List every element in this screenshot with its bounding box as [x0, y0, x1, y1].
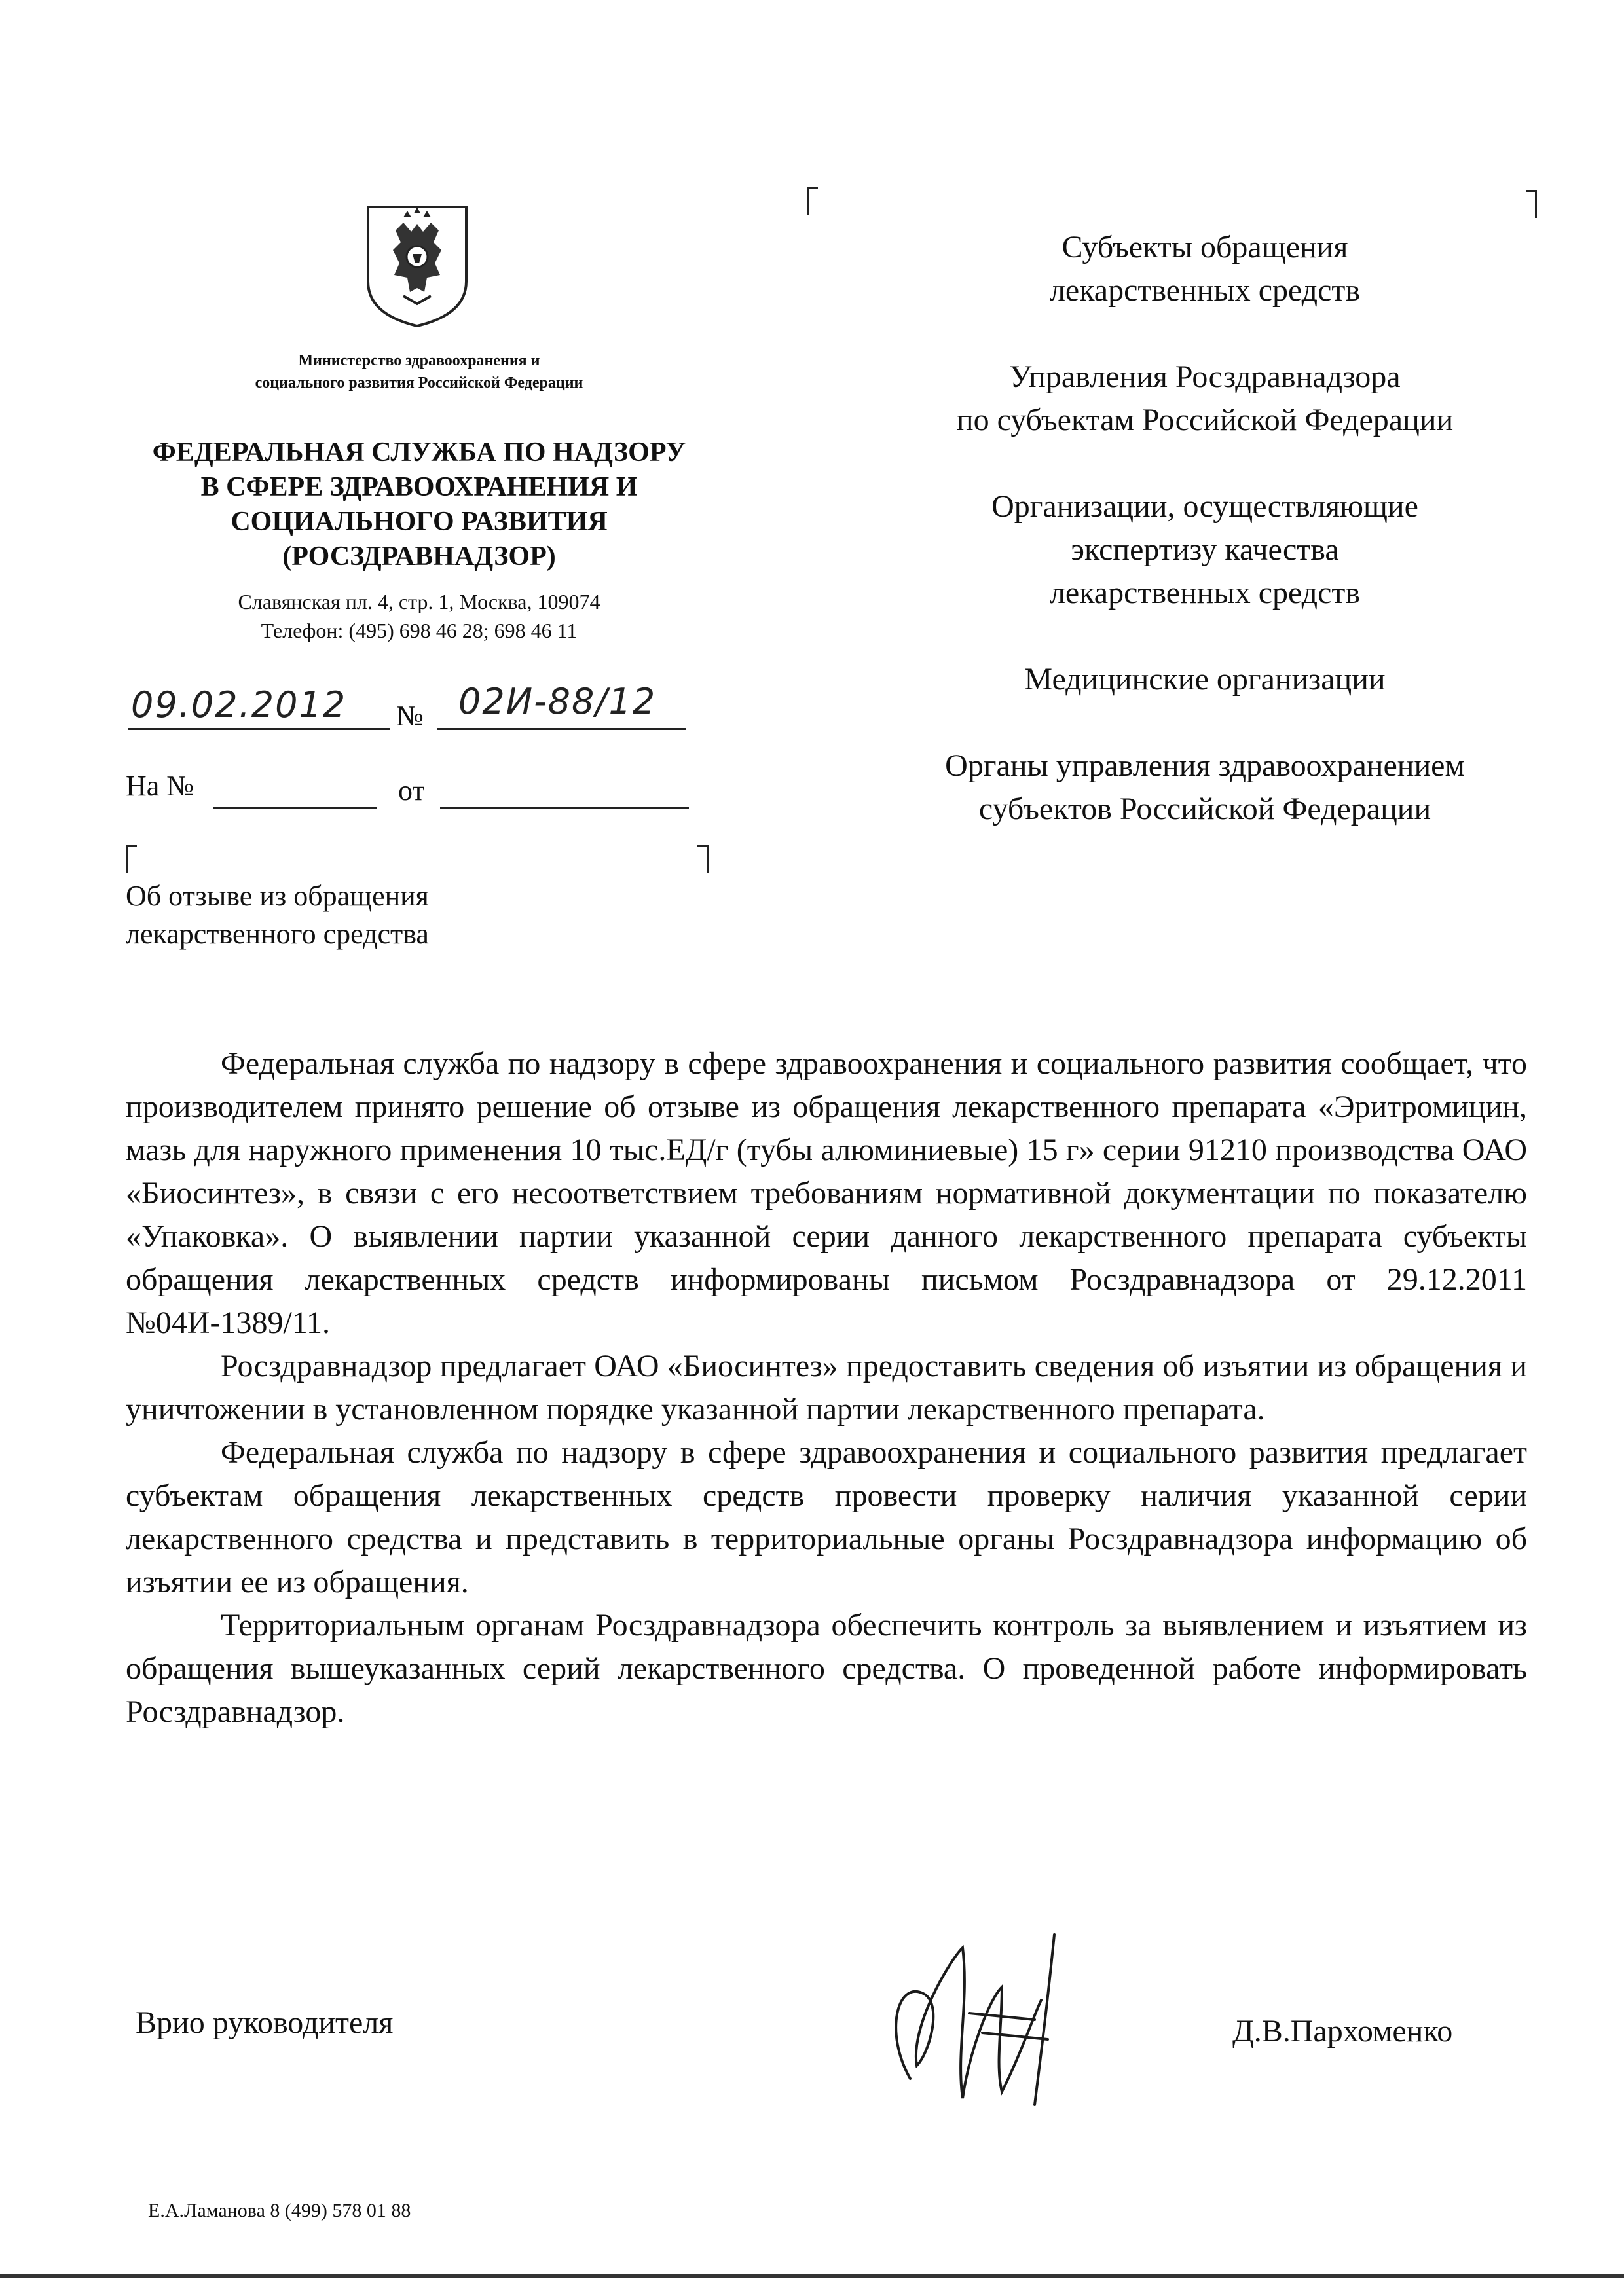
signatory-name: Д.В.Пархоменко [1232, 2014, 1453, 2049]
service-name: ФЕДЕРАЛЬНАЯ СЛУЖБА ПО НАДЗОРУ В СФЕРЕ ЗДРАВООХРАНЕНИЯ И СОЦИАЛЬНОГО РАЗВИТИЯ (РОСЗДРАВНАДЗОР) [152, 437, 686, 572]
letter-subject: Об отзыве из обращения лекарственного средства [126, 880, 429, 950]
number-underline [437, 728, 686, 730]
recipient-group: Субъекты обращения лекарственных средств [1049, 230, 1361, 308]
ref-from-label: от [398, 774, 425, 807]
body-paragraph: Федеральная служба по надзору в сфере здравоохранения и социального развития сообщает, что производителем принято решение об отзыве из обращения лекарственного препарата «Эритромицин, мазь для наружного применения 10 тыс.ЕД/г (тубы алюминиевые) 15 г» серии 91210 производства ОАО «Биосинтез», в связи с его несоответствием требованиям нормативной документации по показателю «Упаковка». О выявлении партии указанной серии данного лекарственного препарата субъекты обращения лекарственных средств информированы письмом Росздравнадзора от 29.12.2011 №04И-1389/11. [126, 1046, 1527, 1340]
addressee-corner-right [1526, 190, 1537, 218]
recipients-block [871, 226, 1539, 831]
addressee-corner-left [807, 187, 818, 215]
registration-number: 02И-88/12 [458, 681, 657, 722]
recipient-group: Организации, осуществляющие экспертизу качества лекарственных средств [991, 489, 1418, 610]
date-underline [128, 728, 390, 730]
sender-address: Славянская пл. 4, стр. 1, Москва, 109074 Телефон: (495) 698 46 28; 698 46 11 [238, 590, 600, 642]
handwritten-signature-icon [871, 1922, 1107, 2111]
number-label: № [396, 700, 424, 732]
subject-corner-left [126, 845, 137, 873]
letter-body [126, 1042, 1527, 1734]
registration-date: 09.02.2012 [131, 684, 347, 725]
body-paragraph: Росздравнадзор предлагает ОАО «Биосинтез» предоставить сведения об изъятии из обращения и уничтожении в установленном порядке указанной партии лекарственного препарата. [126, 1349, 1527, 1427]
ministry-name: Министерство здравоохранения и социального развития Российской Федерации [255, 352, 583, 392]
russian-emblem-icon [364, 204, 470, 329]
executor-contact: Е.А.Ламанова 8 (499) 578 01 88 [148, 2200, 411, 2221]
body-paragraph: Федеральная служба по надзору в сфере здравоохранения и социального развития предлагает субъектам обращения лекарственных средств провести проверку наличия указанной серии лекарственного средства и представить в территориальные органы Росздравнадзора информацию об изъятии ее из обращения. [126, 1435, 1527, 1599]
signatory-title: Врио руководителя [136, 2005, 394, 2040]
recipient-group: Медицинские организации [1024, 662, 1386, 697]
recipient-group: Управления Росздравнадзора по субъектам Российской Федерации [956, 359, 1454, 437]
subject-corner-right [697, 845, 709, 873]
ref-from-line [440, 807, 689, 809]
page-bottom-rule [0, 2274, 1624, 2278]
ref-number-line [213, 807, 377, 809]
body-paragraph: Территориальным органам Росздравнадзора обеспечить контроль за выявлением и изъятием из обращения вышеуказанных серий лекарственного средства. О проведенной работе информировать Росздравнадзор. [126, 1608, 1527, 1729]
recipient-group: Органы управления здравоохранением субъектов Российской Федерации [945, 748, 1465, 826]
ref-number-label: На № [126, 770, 194, 802]
